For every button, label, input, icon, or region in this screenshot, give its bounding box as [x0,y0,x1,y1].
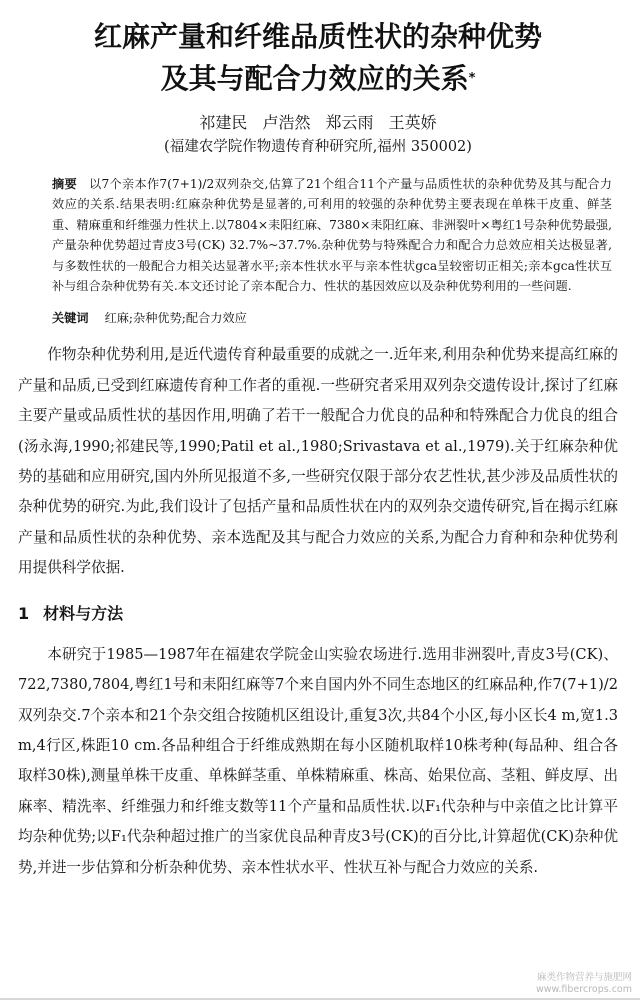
abstract-text: 以7个亲本作7(7+1)/2双列杂交,估算了21个组合11个产量与品质性状的杂种优势及其与配合力效应的关系.结果表明:红麻杂种优势是显著的,可利用的较强的杂种优势主要表现在单株干皮重、鲜茎重、精麻重和纤维强力性状上.以7804×耒阳红麻、7380×耒阳红麻、非洲裂叶×粤红1号杂种优势最强,产量杂种优势超过青皮3号(CK) 32.7%~37.7%.杂种优势与特殊配合力和配合力总效应相关达极显著,与多数性状的一般配合力相关达显著水平;亲本性状水平与亲本性状gca呈较密切正相关;亲本gca性状互补与组合杂种优势有关.本文还讨论了亲本配合力、性状的基因效应以及杂种优势利用的一些问题. [52,177,612,294]
title-footnote-mark: * [468,71,476,86]
paper-title-line2 [18,58,618,100]
author-list: 祁建民 卢浩然 郑云雨 王英娇 [199,113,437,132]
watermark-line2: www.fibercrops.com [535,984,632,995]
section-title: 材料与方法 [43,603,124,623]
watermark [536,972,632,996]
methods-paragraph: 本研究于1985—1987年在福建农学院金山实验农场进行.选用非洲裂叶,青皮3号(CK)、722,7380,7804,粤红1号和耒阳红麻等7个来自国内外不同生态地区的红麻品种,作7(7+1)/2双列杂交.7个亲本和21个杂交组合按随机区组设计,重复3次,共84个小区,每小区长4 m,宽1.3 m,4行区,株距10 cm.各品种组合于纤维成熟期在每小区随机取样10株考种(每品种、组合各取样30株),测量单株干皮重、单株鲜茎重、单株精麻重、株高、始果位高、茎粗、鲜皮厚、出麻率、精洗率、纤维强力和纤维支数等11个产量和品质性状.以F₁代杂种与中亲值之比计算平均杂种优势;以F₁代杂种超过推广的当家优良品种青皮3号(CK)的百分比,计算超优(CK)杂种优势,并进一步估算和分析杂种优势、亲本性状水平、性状互补与配合力效应的关系. [18,645,618,876]
keywords-label: 关键词 [52,311,89,326]
intro-paragraph: 作物杂种优势利用,是近代遗传育种最重要的成就之一.近年来,利用杂种优势来提高红麻的产量和品质,已受到红麻遗传育种工作者的重视.一些研究者采用双列杂交遗传设计,探讨了红麻主要产量或品质性状的基因作用,明确了若干一般配合力优良的品种和特殊配合力优良的组合(汤永海,1990;祁建民等,1990;Patil et al.,1980;Srivastava et al.,1979).关于红麻杂种优势的基础和应用研究,国内外所见报道不多,一些研究仅限于部分农艺性状,甚少涉及品质性状的杂种优势的研究.为此,我们设计了包括产量和品质性状在内的双列杂交遗传研究,旨在揭示红麻产量和品质性状的杂种优势、亲本选配及其与配合力效应的关系,为配合力育种和杂种优势利用提供科学依据. [18,346,618,577]
section-number: 1 [18,603,30,623]
keywords-text: 红麻;杂种优势;配合力效应 [104,311,247,326]
watermark-line1: 麻类作物营养与施肥网 [536,972,632,983]
paper-title-line1: 红麻产量和纤维品质性状的杂种优势 [93,20,542,53]
affiliation: (福建农学院作物遗传育种研究所,福州 350002) [164,139,472,155]
abstract-label: 摘要 [52,177,77,191]
abstract [52,174,612,296]
paper-title-text: 及其与配合力效应的关系 [160,62,469,95]
section-heading [18,594,618,634]
keywords [52,308,612,328]
